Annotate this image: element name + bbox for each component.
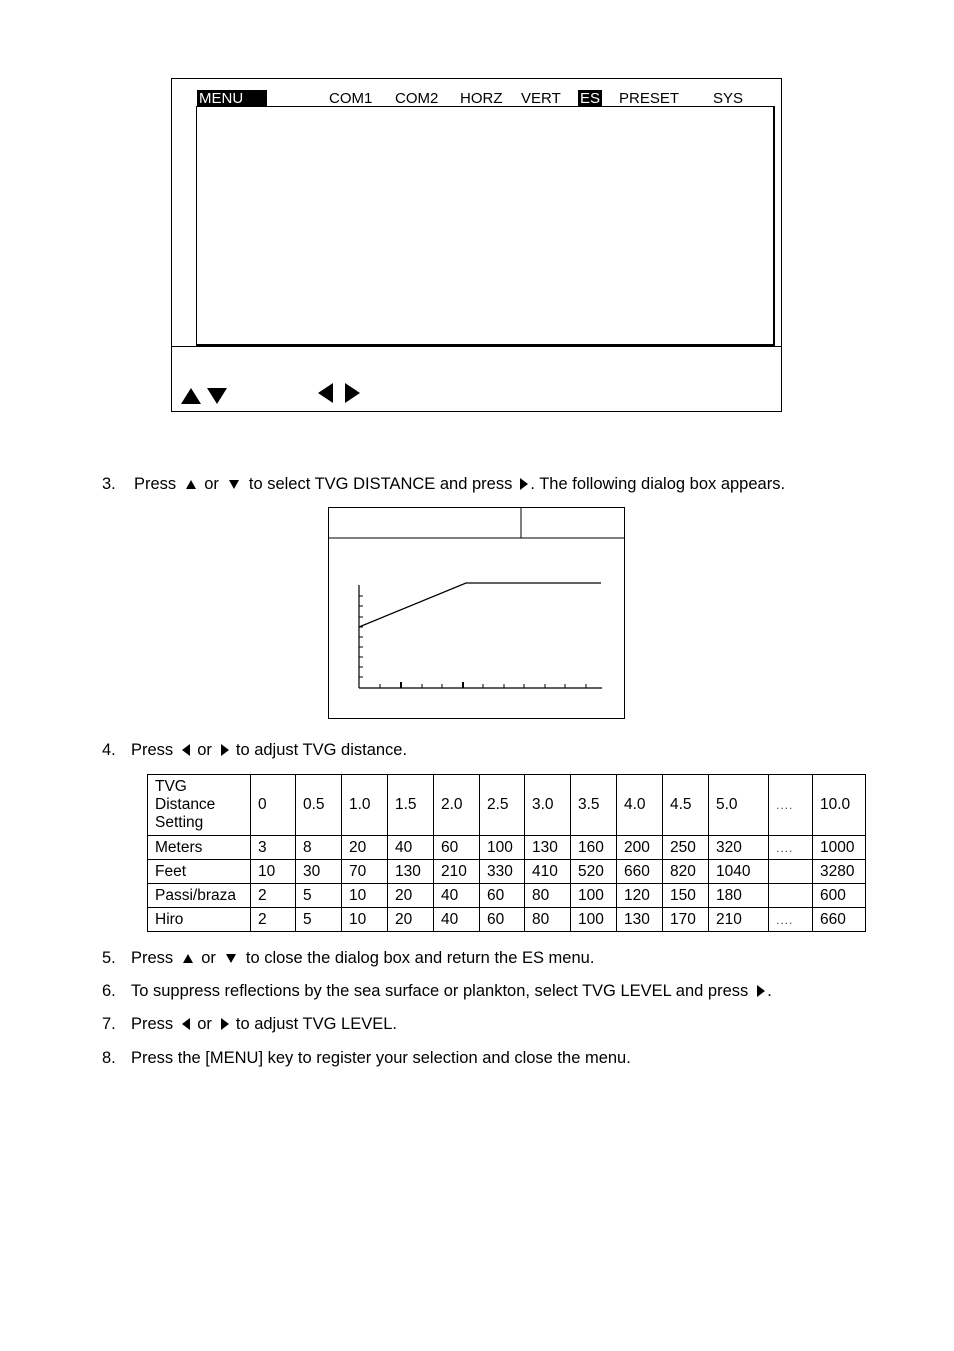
menu-tab-preset[interactable]: PRESET xyxy=(619,90,680,107)
table-cell: 2 xyxy=(251,908,296,932)
table-cell: 120 xyxy=(617,884,663,908)
table-cell: TVG Distance Setting xyxy=(148,775,251,836)
table-cell: 170 xyxy=(663,908,709,932)
step-word: . xyxy=(767,982,772,1000)
table-cell: 40 xyxy=(434,908,480,932)
step-text xyxy=(131,981,772,1001)
step-8 xyxy=(102,1048,862,1068)
table-cell: 180 xyxy=(709,884,769,908)
table-cell: 320 xyxy=(709,836,769,860)
menu-tab-horz[interactable]: HORZ xyxy=(460,90,503,107)
menu-tab-com2[interactable]: COM2 xyxy=(395,90,439,107)
tvg-curve-line xyxy=(359,583,601,627)
table-row xyxy=(148,908,866,932)
triangle-right-icon xyxy=(520,478,528,490)
table-cell: 10 xyxy=(342,908,388,932)
step-word: to adjust TVG LEVEL. xyxy=(235,1015,397,1033)
table-cell: 100 xyxy=(571,908,617,932)
step-word: Press xyxy=(131,741,174,759)
step-3 xyxy=(102,474,862,494)
step-text xyxy=(131,948,594,968)
menu-content-area xyxy=(196,106,775,346)
step-6 xyxy=(102,981,862,1001)
menu-tab-menu[interactable]: MENU xyxy=(197,90,267,107)
table-cell: 20 xyxy=(342,836,388,860)
table-cell: 10 xyxy=(342,884,388,908)
step-text xyxy=(134,474,785,494)
table-cell: 4.0 xyxy=(617,775,663,836)
tvg-distance-table xyxy=(147,774,866,932)
table-cell: 3.0 xyxy=(525,775,571,836)
step-text xyxy=(131,740,407,760)
step-word: Press xyxy=(134,475,177,493)
triangle-up-icon xyxy=(183,954,193,963)
table-cell: 3 xyxy=(251,836,296,860)
table-cell: 5.0 xyxy=(709,775,769,836)
step-word: or xyxy=(201,949,216,967)
triangle-left-icon xyxy=(182,744,190,756)
table-cell: 820 xyxy=(663,860,709,884)
table-cell: 1040 xyxy=(709,860,769,884)
table-cell: 130 xyxy=(525,836,571,860)
table-cell: 100 xyxy=(480,836,525,860)
table-cell: 130 xyxy=(617,908,663,932)
table-cell: 5 xyxy=(296,908,342,932)
triangle-left-icon xyxy=(182,1018,190,1030)
graph-x-ticks xyxy=(380,682,586,688)
table-cell: 330 xyxy=(480,860,525,884)
table-cell: 60 xyxy=(480,908,525,932)
table-cell: .... xyxy=(769,908,813,932)
table-cell: 250 xyxy=(663,836,709,860)
table-cell: 4.5 xyxy=(663,775,709,836)
menu-tab-com1[interactable]: COM1 xyxy=(329,90,373,107)
step-number: 8. xyxy=(102,1049,116,1067)
step-word: to select TVG DISTANCE and press xyxy=(248,475,513,493)
graph-y-ticks xyxy=(359,596,363,677)
menu-tab-vert[interactable]: VERT xyxy=(521,90,561,107)
table-cell: 410 xyxy=(525,860,571,884)
table-cell xyxy=(769,860,813,884)
triangle-right-icon xyxy=(221,1018,229,1030)
menu-tab-sys[interactable]: SYS xyxy=(713,90,744,107)
triangle-down-icon xyxy=(229,480,239,489)
table-cell: 150 xyxy=(663,884,709,908)
menu-divider xyxy=(172,346,781,347)
table-cell: 40 xyxy=(434,884,480,908)
step-text: Press the [MENU] key to register your selection and close the menu. xyxy=(131,1049,631,1067)
step-word: or xyxy=(197,741,212,759)
table-cell: 80 xyxy=(525,908,571,932)
table-cell: 8 xyxy=(296,836,342,860)
step-number: 6. xyxy=(102,982,116,1000)
table-cell: 160 xyxy=(571,836,617,860)
triangle-down-icon xyxy=(226,954,236,963)
step-word: or xyxy=(197,1015,212,1033)
triangle-right-icon xyxy=(221,744,229,756)
table-cell: 2.0 xyxy=(434,775,480,836)
table-cell: 10.0 xyxy=(813,775,866,836)
table-cell: 20 xyxy=(388,884,434,908)
table-cell: Meters xyxy=(148,836,251,860)
table-cell: 2 xyxy=(251,884,296,908)
table-cell: Hiro xyxy=(148,908,251,932)
step-word: to close the dialog box and return the ES menu. xyxy=(245,949,595,967)
menu-tab-es[interactable]: ES xyxy=(580,90,601,107)
triangle-left-icon xyxy=(318,383,333,403)
table-cell: 210 xyxy=(434,860,480,884)
step-number: 5. xyxy=(102,949,116,967)
triangle-up-icon xyxy=(186,480,196,489)
triangle-right-icon xyxy=(345,383,360,403)
table-cell: 40 xyxy=(388,836,434,860)
step-word: . The following dialog box appears. xyxy=(530,475,786,493)
step-5 xyxy=(102,948,862,968)
table-cell: 100 xyxy=(571,884,617,908)
table-cell: 3.5 xyxy=(571,775,617,836)
table-cell: 1000 xyxy=(813,836,866,860)
step-word: or xyxy=(204,475,219,493)
table-cell: 210 xyxy=(709,908,769,932)
table-cell: 600 xyxy=(813,884,866,908)
table-cell: 200 xyxy=(617,836,663,860)
table-cell: .... xyxy=(769,775,813,836)
table-cell: 1.5 xyxy=(388,775,434,836)
table-cell: 1.0 xyxy=(342,775,388,836)
step-text xyxy=(131,1014,397,1034)
step-word: Press xyxy=(131,1015,174,1033)
table-cell: 3280 xyxy=(813,860,866,884)
table-row xyxy=(148,836,866,860)
table-cell: 130 xyxy=(388,860,434,884)
step-4 xyxy=(102,740,862,760)
step-number: 7. xyxy=(102,1015,116,1033)
table-row xyxy=(148,884,866,908)
table-cell: 660 xyxy=(813,908,866,932)
table-cell: 2.5 xyxy=(480,775,525,836)
table-cell: 20 xyxy=(388,908,434,932)
tvg-distance-dialog xyxy=(328,507,625,719)
table-cell: 60 xyxy=(434,836,480,860)
step-number: 3. xyxy=(102,475,116,493)
step-word: to adjust TVG distance. xyxy=(235,741,408,759)
tvg-curve-graph xyxy=(328,507,625,719)
triangle-down-icon xyxy=(207,388,227,404)
table-cell: 30 xyxy=(296,860,342,884)
table-header-row xyxy=(148,775,866,836)
triangle-right-icon xyxy=(757,985,765,997)
table-cell: Passi/braza xyxy=(148,884,251,908)
table-cell: 80 xyxy=(525,884,571,908)
step-number: 4. xyxy=(102,741,116,759)
table-cell: 10 xyxy=(251,860,296,884)
triangle-up-icon xyxy=(181,388,201,404)
step-7 xyxy=(102,1014,862,1034)
step-word: Press xyxy=(131,949,174,967)
menu-screen-figure xyxy=(171,78,782,412)
table-cell: 660 xyxy=(617,860,663,884)
table-cell: 520 xyxy=(571,860,617,884)
table-row xyxy=(148,860,866,884)
table-cell xyxy=(769,884,813,908)
table-cell: 70 xyxy=(342,860,388,884)
step-word: To suppress reflections by the sea surface or plankton, select TVG LEVEL and press xyxy=(131,982,749,1000)
table-cell: 0.5 xyxy=(296,775,342,836)
table-cell: 5 xyxy=(296,884,342,908)
table-cell: .... xyxy=(769,836,813,860)
table-cell: 0 xyxy=(251,775,296,836)
table-cell: 60 xyxy=(480,884,525,908)
table-cell: Feet xyxy=(148,860,251,884)
